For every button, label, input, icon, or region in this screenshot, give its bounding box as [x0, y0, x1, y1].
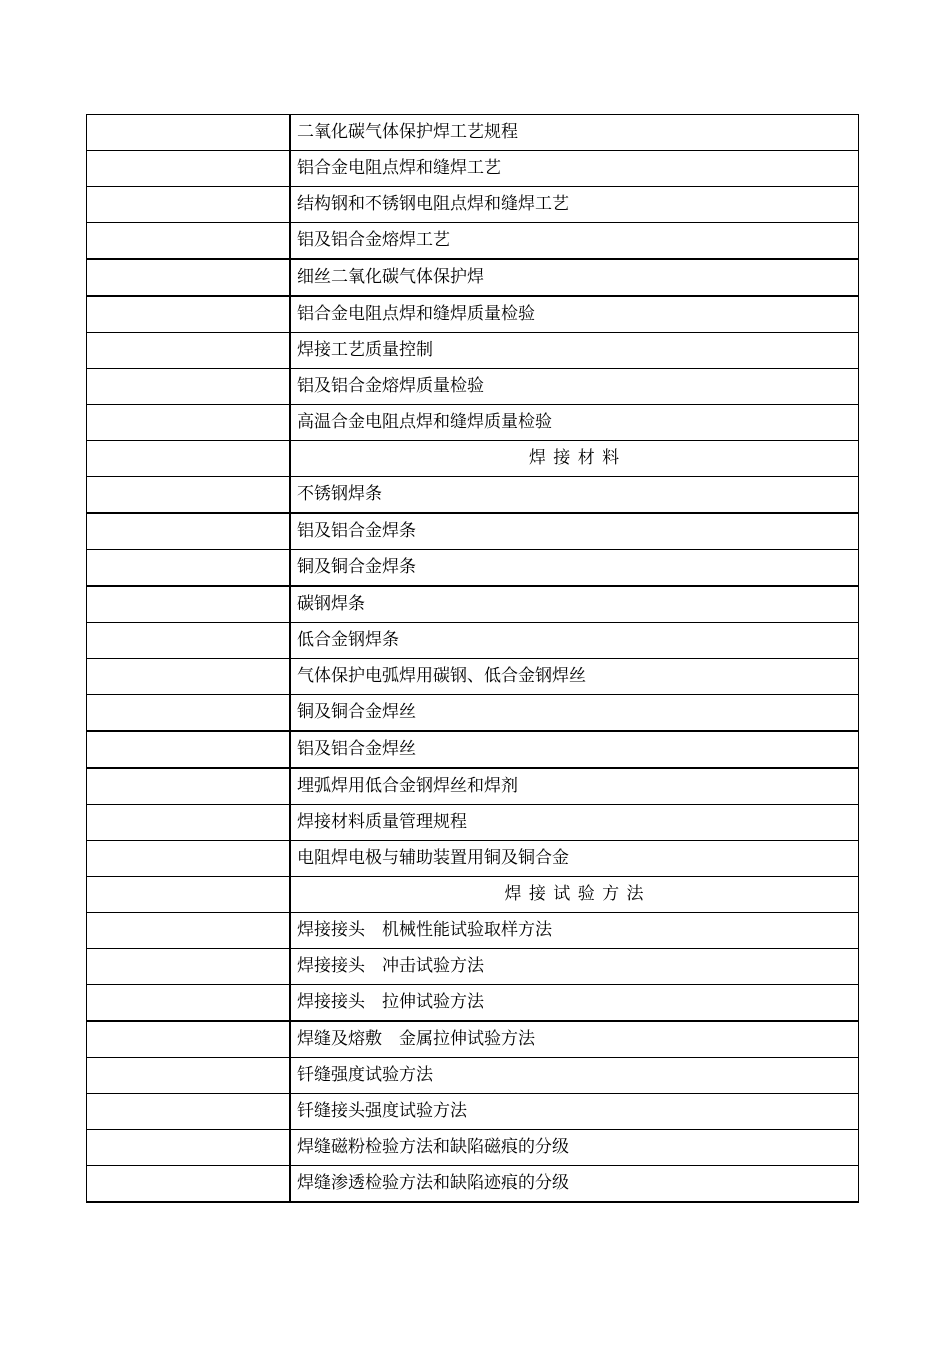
standard-code-cell	[87, 513, 291, 550]
table-row	[87, 296, 859, 333]
table-row	[87, 151, 859, 187]
table-row	[87, 259, 859, 296]
standard-title-cell: 铝及铝合金焊丝	[290, 731, 859, 768]
standard-code-cell	[87, 768, 291, 805]
standard-code-cell	[87, 623, 291, 659]
table-row	[87, 477, 859, 514]
standard-code-cell	[87, 586, 291, 623]
standard-title-cell: 铝合金电阻点焊和缝焊工艺	[290, 151, 859, 187]
table-row	[87, 805, 859, 841]
table-row	[87, 1021, 859, 1058]
section-heading-welding-materials: 焊 接 材 料	[290, 441, 859, 477]
standard-code-cell	[87, 369, 291, 405]
table-row	[87, 1094, 859, 1130]
standard-code-cell	[87, 949, 291, 985]
standard-code-cell	[87, 731, 291, 768]
table-row	[87, 115, 859, 151]
standard-code-cell	[87, 877, 291, 913]
standard-code-cell	[87, 296, 291, 333]
table-row	[87, 187, 859, 223]
standard-code-cell	[87, 115, 291, 151]
section-heading-welding-test-methods: 焊 接 试 验 方 法	[290, 877, 859, 913]
table-row	[87, 1058, 859, 1094]
standard-title-cell: 电阻焊电极与辅助装置用铜及铜合金	[290, 841, 859, 877]
table-row	[87, 1130, 859, 1166]
standard-title-cell: 二氧化碳气体保护焊工艺规程	[290, 115, 859, 151]
standard-title-cell: 铜及铜合金焊条	[290, 550, 859, 587]
table-row	[87, 623, 859, 659]
table-row	[87, 405, 859, 441]
standard-title-cell: 埋弧焊用低合金钢焊丝和焊剂	[290, 768, 859, 805]
standard-code-cell	[87, 259, 291, 296]
standard-code-cell	[87, 805, 291, 841]
standard-title-cell: 不锈钢焊条	[290, 477, 859, 514]
standard-title-cell: 高温合金电阻点焊和缝焊质量检验	[290, 405, 859, 441]
standard-code-cell	[87, 405, 291, 441]
table-row	[87, 1166, 859, 1203]
section-header-row	[87, 441, 859, 477]
table-row	[87, 985, 859, 1022]
table-row	[87, 659, 859, 695]
standard-title-cell: 铝及铝合金焊条	[290, 513, 859, 550]
standard-title-cell: 焊接接头 拉伸试验方法	[290, 985, 859, 1022]
standard-title-cell: 碳钢焊条	[290, 586, 859, 623]
table-row	[87, 949, 859, 985]
standard-title-cell: 铜及铜合金焊丝	[290, 695, 859, 732]
table-row	[87, 841, 859, 877]
standard-title-cell: 焊缝磁粉检验方法和缺陷磁痕的分级	[290, 1130, 859, 1166]
standard-code-cell	[87, 913, 291, 949]
standard-code-cell	[87, 550, 291, 587]
standard-code-cell	[87, 841, 291, 877]
standard-code-cell	[87, 333, 291, 369]
table-row	[87, 913, 859, 949]
standard-code-cell	[87, 985, 291, 1022]
table-row	[87, 369, 859, 405]
standard-title-cell: 钎缝接头强度试验方法	[290, 1094, 859, 1130]
standard-title-cell: 焊接接头 冲击试验方法	[290, 949, 859, 985]
table-row	[87, 550, 859, 587]
table-row	[87, 513, 859, 550]
standard-code-cell	[87, 223, 291, 260]
standard-code-cell	[87, 1058, 291, 1094]
standard-title-cell: 焊接接头 机械性能试验取样方法	[290, 913, 859, 949]
standard-code-cell	[87, 1166, 291, 1203]
standards-table-body	[87, 115, 859, 1203]
section-header-row	[87, 877, 859, 913]
table-row	[87, 768, 859, 805]
standard-code-cell	[87, 1021, 291, 1058]
standard-code-cell	[87, 441, 291, 477]
standard-title-cell: 低合金钢焊条	[290, 623, 859, 659]
standard-code-cell	[87, 1130, 291, 1166]
standard-title-cell: 结构钢和不锈钢电阻点焊和缝焊工艺	[290, 187, 859, 223]
table-row	[87, 223, 859, 260]
standard-title-cell: 细丝二氧化碳气体保护焊	[290, 259, 859, 296]
standard-code-cell	[87, 477, 291, 514]
standard-title-cell: 焊接工艺质量控制	[290, 333, 859, 369]
standard-code-cell	[87, 659, 291, 695]
standard-title-cell: 铝合金电阻点焊和缝焊质量检验	[290, 296, 859, 333]
standard-title-cell: 铝及铝合金熔焊工艺	[290, 223, 859, 260]
standard-title-cell: 钎缝强度试验方法	[290, 1058, 859, 1094]
table-row	[87, 586, 859, 623]
standards-table	[86, 114, 859, 1203]
standard-title-cell: 焊接材料质量管理规程	[290, 805, 859, 841]
standard-code-cell	[87, 151, 291, 187]
standard-code-cell	[87, 1094, 291, 1130]
table-row	[87, 731, 859, 768]
standard-title-cell: 焊缝及熔敷 金属拉伸试验方法	[290, 1021, 859, 1058]
standard-title-cell: 铝及铝合金熔焊质量检验	[290, 369, 859, 405]
standard-code-cell	[87, 187, 291, 223]
standard-title-cell: 气体保护电弧焊用碳钢、低合金钢焊丝	[290, 659, 859, 695]
standard-code-cell	[87, 695, 291, 732]
table-row	[87, 333, 859, 369]
table-row	[87, 695, 859, 732]
standard-title-cell: 焊缝渗透检验方法和缺陷迹痕的分级	[290, 1166, 859, 1203]
